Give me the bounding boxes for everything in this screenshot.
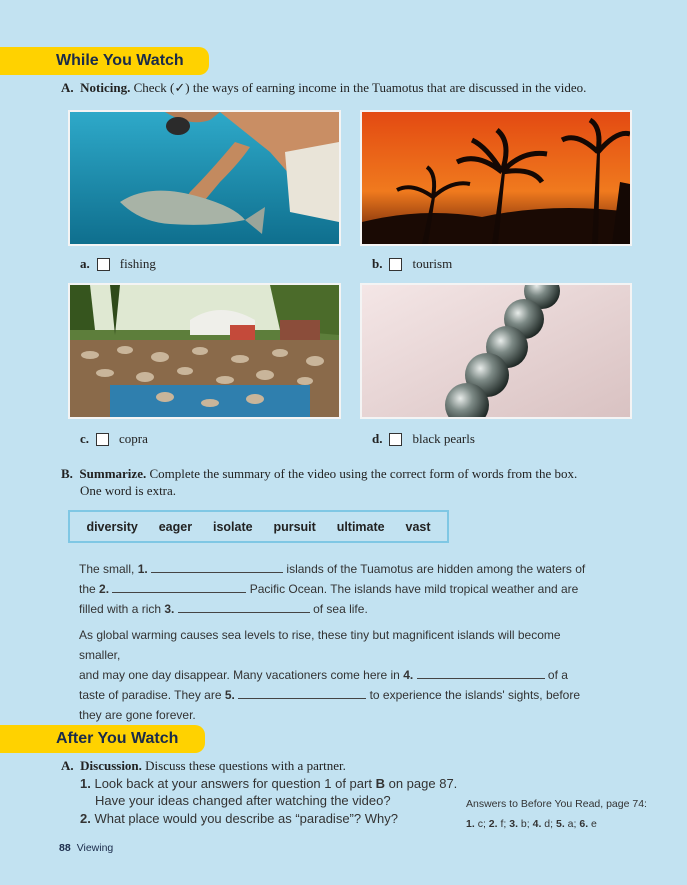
summary-line	[79, 685, 604, 705]
text: to experience the islands' sights, before	[369, 688, 580, 702]
black-pearls-photo	[360, 283, 632, 419]
summarize-instruction	[61, 466, 577, 482]
text: d;	[544, 818, 554, 830]
noticing-text: Check (✓) the ways of earning income in the Tuamotus that are discussed in the video.	[133, 80, 587, 95]
text: a;	[567, 818, 577, 830]
summarize-instruction-line2	[80, 483, 176, 499]
footer-section: Viewing	[76, 842, 114, 854]
summarize-text-line1: Complete the summary of the video using the correct form of words from the box.	[149, 466, 578, 481]
tourism-photo	[360, 110, 632, 246]
blank-5-number: 5.	[224, 688, 235, 702]
underwater-fishing-image	[70, 112, 339, 244]
option-c	[80, 431, 148, 447]
while-you-watch-banner	[0, 47, 209, 75]
summary-paragraph-1	[79, 559, 594, 619]
sunset-palms-image	[362, 112, 630, 244]
after-you-watch-title: After You Watch	[56, 730, 179, 747]
part-a-letter: A.	[61, 80, 74, 95]
text: 2.	[488, 818, 498, 830]
text: f;	[500, 818, 507, 830]
option-b	[372, 256, 452, 272]
page-number: 88	[59, 842, 71, 854]
text: 1.	[466, 818, 475, 830]
option-d-letter: d.	[372, 431, 383, 446]
text: 5.	[555, 818, 565, 830]
summary-line	[79, 599, 594, 619]
text: 6.	[579, 818, 589, 830]
text: the	[79, 582, 96, 596]
option-b-letter: b.	[372, 256, 383, 271]
blank-4-number: 4.	[403, 668, 414, 682]
text: B	[375, 776, 385, 791]
discussion-question-1-line2	[95, 792, 391, 809]
text: e	[591, 818, 597, 830]
text: islands of the Tuamotus are hidden among the waters of	[286, 562, 586, 576]
copra-photo	[68, 283, 341, 419]
word-isolate: isolate	[212, 519, 253, 534]
blank-2[interactable]	[112, 580, 246, 593]
discussion-instruction	[61, 758, 346, 774]
blank-3[interactable]	[178, 600, 310, 613]
text: taste of paradise. They are	[79, 688, 222, 702]
blank-1[interactable]	[151, 560, 283, 573]
copra-drying-image	[70, 285, 339, 417]
black-pearls-checkbox[interactable]	[389, 433, 402, 446]
text: and may one day disappear. Many vacationers come here in	[79, 668, 400, 682]
option-a-letter: a.	[80, 256, 90, 271]
option-c-label: copra	[119, 431, 148, 446]
copra-checkbox[interactable]	[96, 433, 109, 446]
option-d-label: black pearls	[412, 431, 475, 446]
summary-line	[79, 559, 594, 579]
while-you-watch-title: While You Watch	[56, 52, 184, 69]
summary-paragraph-2	[79, 625, 604, 725]
text: of sea life.	[313, 602, 368, 616]
summarize-title: Summarize.	[79, 466, 147, 481]
word-diversity: diversity	[86, 519, 138, 534]
text: on page 87.	[388, 776, 458, 791]
discussion-title: Discussion.	[80, 758, 142, 773]
answer-key-title: Answers to Before You Read, page 74:	[466, 798, 647, 810]
text: filled with a rich	[79, 602, 162, 616]
option-d	[372, 431, 475, 447]
tourism-checkbox[interactable]	[389, 258, 402, 271]
discussion-question-2	[80, 810, 398, 827]
text: of a	[547, 668, 568, 682]
word-pursuit: pursuit	[273, 519, 316, 534]
word-box	[68, 510, 449, 543]
discussion-text: Discuss these questions with a partner.	[145, 758, 346, 773]
text: Have your ideas changed after watching the video?	[95, 793, 391, 808]
summary-line	[79, 665, 604, 685]
discussion-question-1	[80, 775, 457, 792]
answer-key	[466, 794, 647, 834]
word-ultimate: ultimate	[336, 519, 385, 534]
option-a-label: fishing	[119, 256, 156, 271]
option-c-letter: c.	[80, 431, 90, 446]
text: Pacific Ocean. The islands have mild tropical weather and are	[249, 582, 579, 596]
after-you-watch-banner	[0, 725, 205, 753]
text: Look back at your answers for question 1 of part	[94, 776, 372, 791]
word-vast: vast	[405, 519, 431, 534]
part-b-letter: B.	[61, 466, 73, 481]
text: c;	[477, 818, 486, 830]
text: The small,	[79, 562, 135, 576]
blank-2-number: 2.	[99, 582, 110, 596]
blank-3-number: 3.	[164, 602, 175, 616]
page-footer	[59, 842, 113, 854]
blank-1-number: 1.	[137, 562, 148, 576]
noticing-title: Noticing.	[80, 80, 131, 95]
text: b;	[520, 818, 530, 830]
answer-key-items	[466, 814, 647, 834]
text: 3.	[509, 818, 518, 830]
summary-line: they are gone forever.	[79, 708, 196, 722]
word-eager: eager	[158, 519, 193, 534]
option-a	[80, 256, 156, 272]
blank-4[interactable]	[417, 666, 545, 679]
noticing-instruction	[61, 80, 586, 96]
text: What place would you describe as “paradise”? Why?	[94, 811, 398, 826]
blank-5[interactable]	[238, 686, 366, 699]
summary-line: As global warming causes sea levels to rise, these tiny but magnificent islands will become smaller,	[79, 628, 561, 662]
summarize-text-line2: One word is extra.	[80, 483, 177, 498]
question-2-number: 2.	[80, 811, 91, 826]
summary-line	[79, 579, 594, 599]
option-b-label: tourism	[412, 256, 453, 271]
fishing-photo	[68, 110, 341, 246]
pearl-necklace-image	[362, 285, 630, 417]
discussion-part-letter: A.	[61, 758, 74, 773]
text: 4.	[532, 818, 542, 830]
question-1-number: 1.	[80, 776, 91, 791]
fishing-checkbox[interactable]	[97, 258, 110, 271]
